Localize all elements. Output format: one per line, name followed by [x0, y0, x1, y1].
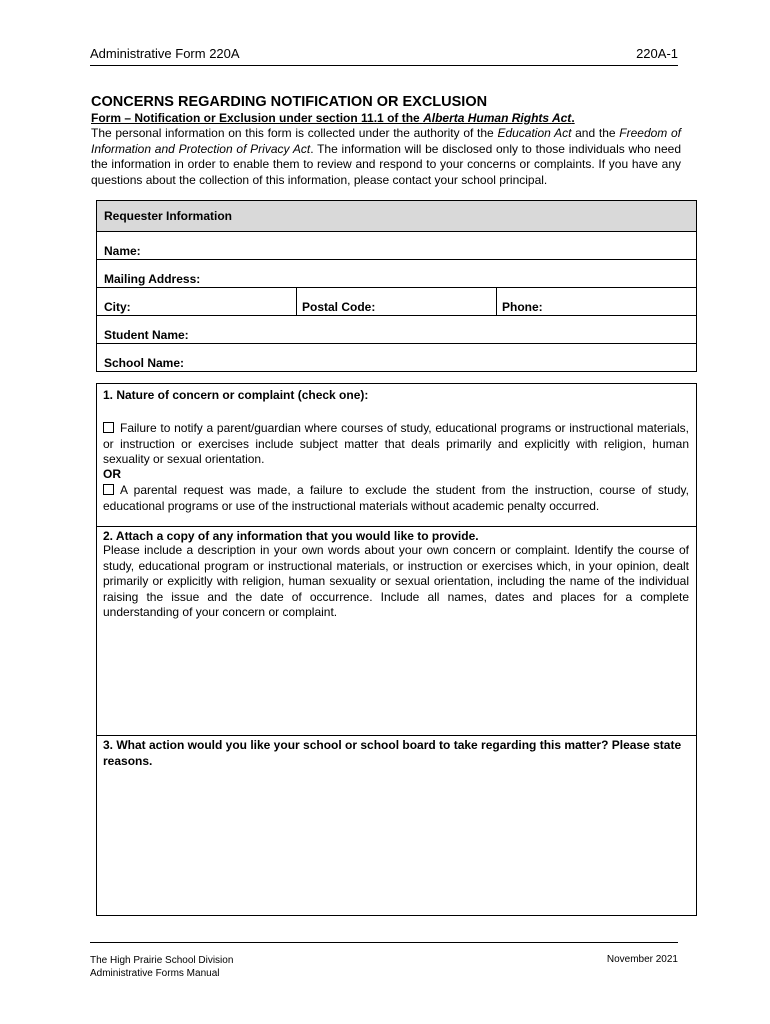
school-name-field[interactable] [96, 343, 697, 372]
option-1-checkbox[interactable] [103, 422, 114, 433]
form-subtitle [91, 111, 575, 125]
city-label: City: [104, 300, 131, 314]
footer-divider [90, 942, 678, 943]
intro-act-2: Freedom of Information and Protection of Privacy Act [91, 126, 681, 156]
option-2-text: A parental request was made, a failure to exclude the student from the instruction, course of study, educational programs or use of the instructional materials without academic penalty occurred. [103, 483, 689, 513]
form-name: Administrative Form 220A [90, 46, 240, 61]
requester-heading: Requester Information [104, 209, 233, 223]
phone-field[interactable] [496, 287, 697, 316]
footer-date: November 2021 [606, 954, 678, 965]
header-divider [90, 65, 678, 66]
section-2-instructions: Please include a description in your own words about your own concern or complaint. Identify the course of study, educational program or instructional materials, or instruction or exercises which, in your opinion, dealt primarily or explicitly with religion, human sexuality or sexual orientation, including the name of the individual raising the issue and the date of occurrence. Include all names, dates and places for a complete understanding of your concern or complaint. [103, 543, 689, 619]
section-1-heading: 1. Nature of concern or complaint (check one): [103, 388, 369, 402]
footer-org: The High Prairie School Division [90, 955, 234, 966]
section-2-heading: 2. Attach a copy of any information that you would like to provide. [103, 529, 479, 543]
postal-code-field[interactable] [296, 287, 497, 316]
school-name-label: School Name: [104, 356, 185, 370]
intro-text-3: . The information will be disclosed only to those individuals who need the information in order to enable them to review and respond to your concerns or complaints. If you have any questions about the collection of this information, please contact your school principal. [91, 141, 681, 187]
option-1-text: Failure to notify a parent/guardian where courses of study, educational programs or instructional materials, or instruction or exercises include subject matter that deals primarily and explicitly with religion, human sexuality or sexual orientation. [103, 421, 689, 466]
mailing-address-label: Mailing Address: [104, 272, 201, 286]
intro-act-1: Education Act [497, 126, 572, 140]
city-field[interactable] [96, 287, 297, 316]
option-2-checkbox[interactable] [103, 484, 114, 495]
form-code: 220A-1 [636, 46, 678, 61]
name-field[interactable] [96, 231, 697, 260]
section-1-option-2 [103, 483, 689, 514]
intro-paragraph [91, 126, 681, 188]
intro-text-1: The personal information on this form is collected under the authority of the [91, 126, 498, 140]
postal-code-label: Postal Code: [302, 300, 376, 314]
footer-manual: Administrative Forms Manual [90, 968, 220, 979]
requester-heading-row [96, 200, 697, 232]
section-3-heading: 3. What action would you like your school or school board to take regarding this matter? Please state reasons. [103, 738, 682, 768]
phone-label: Phone: [502, 300, 543, 314]
subtitle-suffix: . [571, 111, 575, 125]
section-1-option-1 [103, 421, 689, 468]
intro-text-2: and the [571, 126, 620, 140]
or-label: OR [103, 467, 121, 481]
subtitle-act: Alberta Human Rights Act [423, 111, 572, 125]
subtitle-prefix: Form – Notification or Exclusion under section 11.1 of the [91, 111, 424, 125]
mailing-address-field[interactable] [96, 259, 697, 288]
page-title: CONCERNS REGARDING NOTIFICATION OR EXCLUSION [91, 94, 488, 110]
student-name-field[interactable] [96, 315, 697, 344]
footer-left [90, 954, 233, 980]
student-name-label: Student Name: [104, 328, 189, 342]
name-label: Name: [104, 244, 141, 258]
